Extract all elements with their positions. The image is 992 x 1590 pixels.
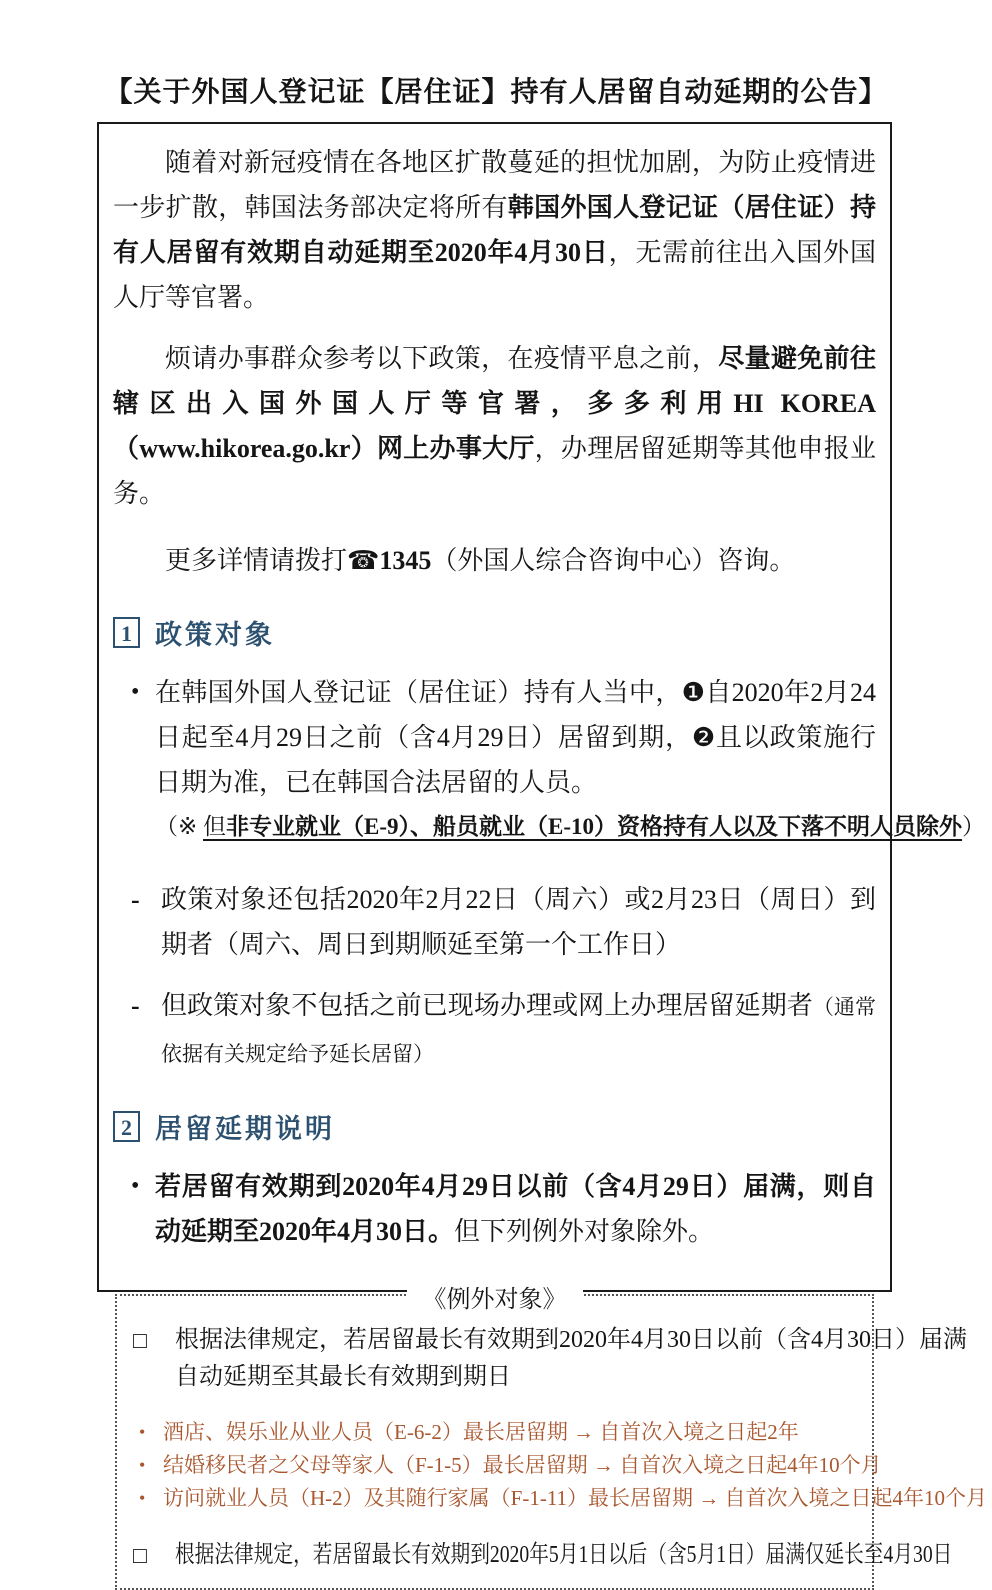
visa-rule-list bbox=[125, 1416, 988, 1515]
check-item-1-line-1: 根据法律规定，若居留最长有效期到2020年4月30日以前（含4月30日）届满 bbox=[175, 1327, 967, 1353]
exception-box bbox=[115, 1287, 988, 1590]
intro-text-post: ，无需前往出入国外国人厅等官署。 bbox=[113, 238, 876, 312]
bullet-icon: • bbox=[139, 1488, 146, 1508]
bullet-icon: • bbox=[131, 679, 140, 705]
visa-rule-text: 访问就业人员（H-2）及其随行家属（F-1-11）最长居留期 → 自首次入境之日起4年10个月 bbox=[163, 1486, 988, 1510]
section-1-title: 政策对象 bbox=[155, 620, 275, 650]
extension-rule-text bbox=[155, 1164, 876, 1254]
policy-target-text: 在韩国外国人登记证（居住证）持有人当中，❶自2020年2月24日起至4月29日之前（含4月29日）居留到期，❷且以政策施行日期为准，已在韩国合法居留的人员。 bbox=[155, 678, 876, 797]
paragraph-hotline bbox=[113, 538, 876, 583]
visa-rule-item-f15 bbox=[139, 1449, 882, 1482]
section-2-title: 居留延期说明 bbox=[155, 1114, 335, 1144]
check-item-max-period-before bbox=[125, 1322, 967, 1396]
intro-text-bold: 韩国外国人登记证（居住证）持有人居留有效期自动延期至2020年4月30日 bbox=[113, 193, 876, 267]
checkbox-icon: □ bbox=[133, 1543, 147, 1568]
section-2-heading bbox=[113, 1107, 876, 1146]
section-1-number-badge: 1 bbox=[113, 617, 140, 648]
announcement-box bbox=[97, 122, 988, 1568]
policy-target-bullet bbox=[113, 670, 876, 805]
dash-item-2-main: 但政策对象不包括之前已现场办理或网上办理居留延期者 bbox=[161, 991, 813, 1020]
checkbox-icon: □ bbox=[133, 1328, 147, 1353]
note-post: ） bbox=[962, 814, 986, 839]
check-item-2-text: 根据法律规定，若居留最长有效期到2020年5月1日以后（含5月1日）届满仅延长至4月30日 bbox=[175, 1542, 953, 1568]
dash-item-2-small: （通常依据有关规定给予延长居留） bbox=[161, 995, 876, 1066]
page-title: 【关于外国人登记证【居住证】持有人居留自动延期的公告】 bbox=[104, 77, 888, 108]
exception-note bbox=[155, 807, 986, 847]
hotline-text-pre: 更多详情请拨打 bbox=[165, 546, 348, 575]
dash-icon: - bbox=[131, 885, 140, 914]
hotline-text-post: （外国人综合咨询中心）咨询。 bbox=[431, 546, 796, 575]
check-item-1-text bbox=[175, 1322, 967, 1396]
intro-text-pre: 随着对新冠疫情在各地区扩散蔓延的担忧加剧，为防止疫情进一步扩散，韩国法务部决定将所有 bbox=[113, 148, 876, 222]
visa-rule-text: 结婚移民者之父母等家人（F-1-5）最长居留期 → 自首次入境之日起4年10个月 bbox=[163, 1453, 882, 1477]
dash-item-weekend-text: 政策对象还包括2020年2月22日（周六）或2月23日（周日）到期者（周六、周日到期顺延至第一个工作日） bbox=[161, 885, 876, 959]
exception-box-legend: 《例外对象》 bbox=[407, 1279, 583, 1314]
advice-text-post: ，办理居留延期等其他申报业务。 bbox=[113, 434, 876, 508]
bullet-icon: • bbox=[139, 1455, 146, 1475]
bullet-icon: • bbox=[139, 1422, 146, 1442]
section-2-number-badge: 2 bbox=[113, 1111, 140, 1142]
check-item-1-line-2: 自动延期至其最长有效期到期日 bbox=[175, 1364, 511, 1390]
visa-rule-text: 酒店、娱乐业从业人员（E-6-2）最长居留期 → 自首次入境之日起2年 bbox=[163, 1420, 799, 1444]
note-underline-bold: 非专业就业（E-9）、船员就业（E-10）资格持有人以及下落不明人员除外 bbox=[226, 814, 963, 839]
dash-item-already-extended-text bbox=[161, 983, 876, 1077]
dash-item-already-extended bbox=[113, 983, 876, 1077]
check-item-max-period-after bbox=[125, 1537, 953, 1574]
paragraph-intro bbox=[113, 140, 876, 320]
note-pre: （※ bbox=[155, 814, 204, 839]
extension-rule-bold: 若居留有效期到2020年4月29日以前（含4月29日）届满，则自动延期至2020年4月30日。 bbox=[155, 1172, 876, 1246]
dash-item-weekend-expiry bbox=[113, 877, 876, 967]
dash-icon: - bbox=[131, 991, 140, 1020]
note-underline-regular: 但 bbox=[203, 814, 227, 839]
hotline-phone-number: 1345 bbox=[379, 546, 432, 575]
extension-rule-regular: 但下列例外对象除外。 bbox=[454, 1217, 715, 1246]
section-1-heading bbox=[113, 613, 876, 652]
bullet-icon: • bbox=[131, 1173, 140, 1199]
phone-icon: ☎ bbox=[347, 546, 380, 575]
paragraph-advice bbox=[113, 336, 876, 516]
advice-text-bold: 尽量避免前往辖区出入国外国人厅等官署，多多利用HI KOREA（www.hikorea.go.kr）网上办事大厅 bbox=[113, 344, 876, 463]
advice-text-pre: 烦请办事群众参考以下政策，在疫情平息之前， bbox=[165, 344, 719, 373]
extension-rule-bullet bbox=[113, 1164, 876, 1254]
visa-rule-item-h2 bbox=[139, 1482, 988, 1515]
visa-rule-item-e62 bbox=[139, 1416, 862, 1449]
